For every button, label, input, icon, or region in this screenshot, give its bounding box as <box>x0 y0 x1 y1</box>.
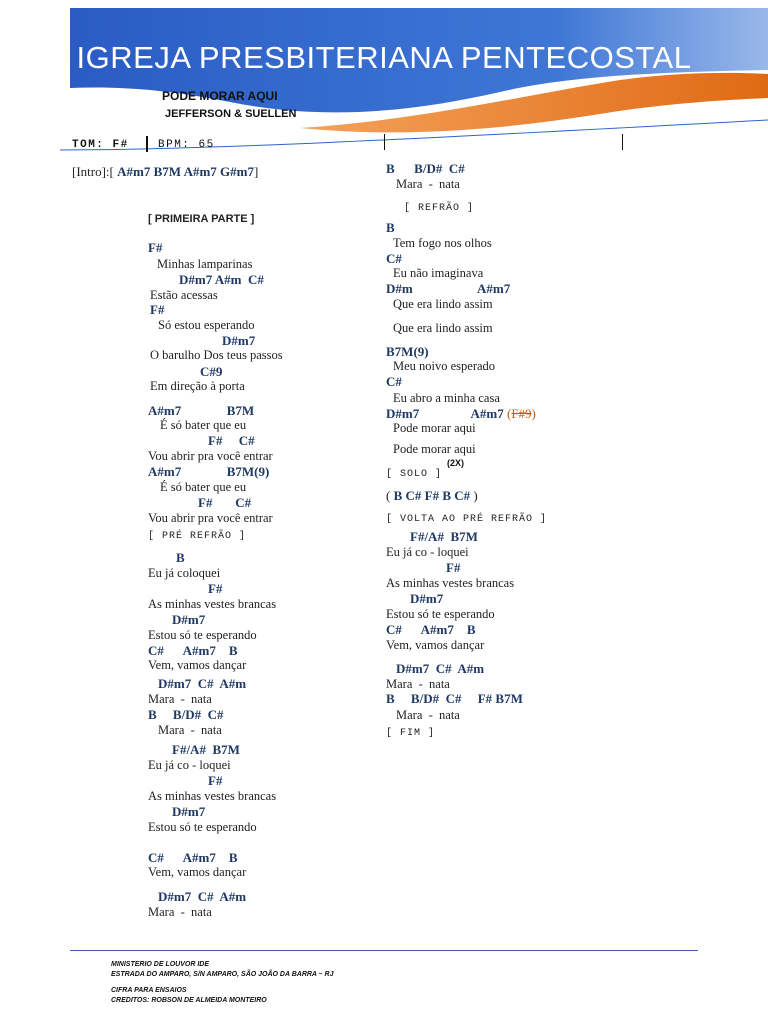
lyric-line: Mara - nata <box>148 905 212 919</box>
chord-line: F# <box>208 773 223 788</box>
song-artist: JEFFERSON & SUELLEN <box>165 108 297 120</box>
chord-line: D#m7 <box>222 333 256 348</box>
chord-line: F# <box>208 581 223 596</box>
chord-line: F#/A# B7M <box>172 742 240 757</box>
chord-line: D#m7 C# A#m <box>158 889 247 904</box>
lyric-line: Eu já co - loquei <box>148 758 231 772</box>
footer-address: ESTRADA DO AMPARO, S/N AMPARO, SÃO JOÃO DA BARRA – RJ <box>111 971 334 978</box>
footer-rule <box>70 950 698 951</box>
lyric-line: As minhas vestes brancas <box>386 576 515 590</box>
lyric-line: Pode morar aqui <box>393 421 476 435</box>
song-title: PODE MORAR AQUI <box>162 89 278 103</box>
chord-line: D#m7 <box>172 804 206 819</box>
chord-line: C# A#m7 B <box>386 622 476 637</box>
separator <box>622 134 623 150</box>
lyric-line: Vou abrir pra você entrar <box>148 449 273 463</box>
lyric-line: Mara - nata <box>396 177 460 191</box>
lyric-line: Eu abro a minha casa <box>393 391 500 405</box>
lyric-line: Estou só te esperando <box>386 607 495 621</box>
lyric-line: É só bater que eu <box>160 418 247 432</box>
separator <box>146 136 148 152</box>
section-primeira-parte: [ PRIMEIRA PARTE ] <box>148 213 255 225</box>
lyric-line: Mara - nata <box>158 723 222 737</box>
chord-line: B B/D# C# <box>386 161 465 176</box>
key-label: TOM: F# <box>72 139 129 151</box>
lyric-line: Estão acessas <box>150 288 218 302</box>
section-solo: [ SOLO ] <box>386 469 443 480</box>
footer-ministry: MINISTERIO DE LOUVOR IDE <box>111 961 210 968</box>
lyric-line: Tem fogo nos olhos <box>393 236 492 250</box>
lyric-line: Meu noivo esperado <box>393 359 496 373</box>
chord-line: B B/D# C# <box>148 707 224 722</box>
lyric-line: Vem, vamos dançar <box>148 658 247 672</box>
lyric-line: Pode morar aqui <box>393 442 476 456</box>
chord-line: C# A#m7 B <box>148 850 238 865</box>
lyric-line: Minhas lamparinas <box>157 257 253 271</box>
lyric-line: Eu não imaginava <box>393 266 484 280</box>
chord-line: D#m7 C# A#m <box>158 676 247 691</box>
lyric-line: Mara - nata <box>386 677 450 691</box>
chord-line: F# C# <box>198 495 252 510</box>
solo-line: ( B C# F# B C# ) <box>386 488 478 503</box>
chord-line: C# <box>386 374 402 389</box>
chord-line: B <box>386 220 395 235</box>
chord-line <box>148 403 254 419</box>
chord-line: D#m7 <box>410 591 444 606</box>
footer-purpose: CIFRA PARA ENSAIOS <box>111 987 187 994</box>
intro-chords: A#m7 B7M A#m7 G#m7 <box>117 164 254 179</box>
section-fim: [ FIM ] <box>386 728 436 739</box>
lyric-line: As minhas vestes brancas <box>148 789 277 803</box>
section-refrao: [ REFRÃO ] <box>404 203 475 214</box>
lyric-line: Em direção à porta <box>150 379 245 393</box>
chord-line: F# C# <box>208 433 255 448</box>
chord-line: D#m7 A#m7 (F#9) <box>386 406 536 421</box>
chord-line: B7M(9) <box>386 344 429 359</box>
struck-chord: F#9 <box>511 406 532 421</box>
lyric-line: Só estou esperando <box>158 318 255 332</box>
intro-end: ] <box>253 164 259 179</box>
separator <box>384 134 385 150</box>
lyric-line: Estou só te esperando <box>148 820 257 834</box>
chord-line: A#m7 B7M(9) <box>148 464 270 479</box>
chord-line: B B/D# C# F# B7M <box>386 691 523 706</box>
intro-line <box>72 164 258 180</box>
lyric-line: Mara - nata <box>148 692 212 706</box>
chord: A#m7 B7M <box>148 403 255 418</box>
repeat-mark: (2X) <box>447 458 465 468</box>
lyric-line: Vem, vamos dançar <box>148 865 247 879</box>
chord-line: C#9 <box>200 364 223 379</box>
chord-line: F#/A# B7M <box>410 529 478 544</box>
lyric-line: Estou só te esperando <box>148 628 257 642</box>
lyric-line: Eu já coloquei <box>148 566 221 580</box>
lyric-line: Eu já co - loquei <box>386 545 469 559</box>
chord-line: D#m7 A#m C# <box>179 272 264 287</box>
footer-credits: CREDITOS: ROBSON DE ALMEIDA MONTEIRO <box>111 997 267 1004</box>
lyric-line: Vem, vamos dançar <box>386 638 485 652</box>
chord-line: B <box>176 550 185 565</box>
chord-line: C# <box>386 251 402 266</box>
section-pre-refrao: [ PRÉ REFRÃO ] <box>148 531 247 542</box>
chord-line: D#m7 C# A#m <box>396 661 485 676</box>
section-volta-pre-refrao: [ VOLTA AO PRÉ REFRÃO ] <box>386 514 548 525</box>
chord-line: F# <box>150 302 165 317</box>
bpm-label: BPM: 65 <box>158 139 215 151</box>
intro-label: [Intro]:[ <box>72 164 114 179</box>
solo-chords: B C# F# B C# <box>393 488 471 503</box>
chord-line: D#m7 <box>172 612 206 627</box>
lyric-line: Vou abrir pra você entrar <box>148 511 273 525</box>
lyric-line: Mara - nata <box>396 708 460 722</box>
lyric-line: As minhas vestes brancas <box>148 597 277 611</box>
chord: D#m7 A#m7 <box>386 406 504 421</box>
chord-line: F# <box>148 240 163 255</box>
lyric-line: É só bater que eu <box>160 480 247 494</box>
lyric-line: Que era lindo assim <box>393 321 493 335</box>
chord-line: F# <box>446 560 461 575</box>
chord-line: C# A#m7 B <box>148 643 238 658</box>
chord-line: D#m A#m7 <box>386 281 511 296</box>
lyric-line: Que era lindo assim <box>393 297 493 311</box>
lyric-line: O barulho Dos teus passos <box>150 348 283 362</box>
church-title: IGREJA PRESBITERIANA PENTECOSTAL <box>76 40 692 75</box>
